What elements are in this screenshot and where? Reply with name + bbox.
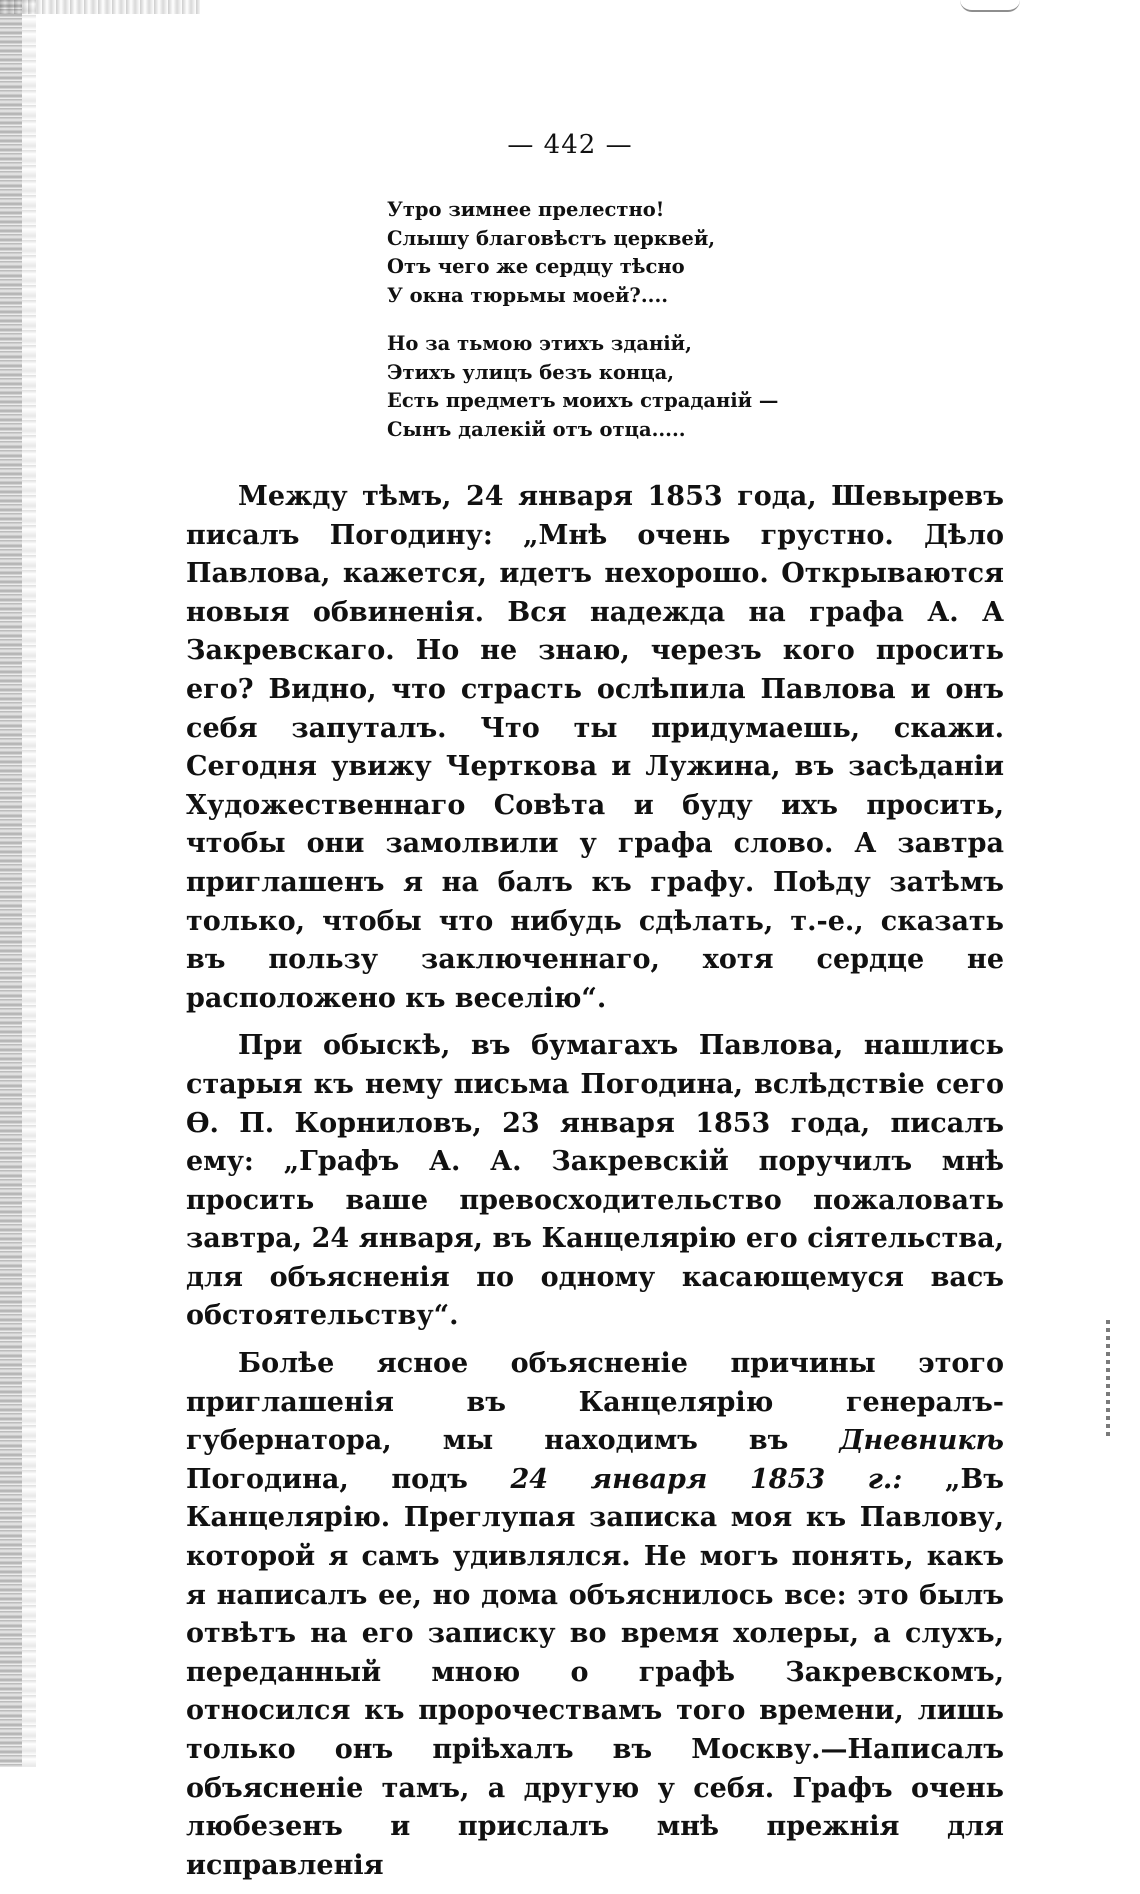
scan-corner-mark bbox=[960, 0, 1020, 12]
poem-line: Отъ чего же сердцу тѣсно bbox=[387, 255, 685, 278]
poem-line: У окна тюрьмы моей?.... bbox=[387, 283, 669, 307]
poem-stanza-2 bbox=[387, 330, 778, 444]
scan-binding-shadow bbox=[22, 0, 36, 1767]
paragraph-3 bbox=[186, 1345, 1004, 1885]
paragraph-3-text-a: Болѣе ясное объясненіе причины этого приглашенія въ Канцелярію генералъ-губернатора, мы находимъ въ bbox=[186, 1348, 1004, 1457]
body-text bbox=[186, 478, 1004, 1894]
poem-stanza-1 bbox=[387, 196, 778, 310]
diary-date-italic: 24 января 1853 г.: bbox=[510, 1463, 903, 1495]
poem-line: Есть предметъ моихъ страданій — bbox=[387, 389, 779, 412]
paragraph-3-text-b: Погодина, подъ bbox=[186, 1463, 511, 1495]
paragraph-1: Между тѣмъ, 24 января 1853 года, Шевыревъ писалъ Погодину: „Мнѣ очень грустно. Дѣло Павлова, кажется, идетъ нехорошо. Открываются новыя обвиненія. Вся надежда на графа А. А Закревскаго. Но не знаю, черезъ кого просить его? Видно, что страсть ослѣпила Павлова и онъ себя запуталъ. Что ты придумаешь, скажи. Сегодня увижу Черткова и Лужина, въ засѣданіи Художественнаго Совѣта и буду ихъ просить, чтобы они замолвили у графа слово. А завтра приглашенъ я на балъ къ графу. Поѣду затѣмъ только, чтобы что нибудь сдѣлать, т.-е., сказать въ пользу заключеннаго, хотя сердце не расположено къ веселію“. bbox=[186, 481, 1004, 1014]
poem-line: Утро зимнее прелестно! bbox=[387, 198, 665, 221]
poem-line: Этихъ улицъ безъ конца, bbox=[387, 360, 675, 384]
scan-margin-mark bbox=[1106, 1320, 1110, 1440]
diary-title-italic: Дневникѣ bbox=[839, 1425, 1004, 1457]
poem-line: Сынъ далекій отъ отца..... bbox=[387, 417, 686, 441]
paragraph-3-text-c: „Въ Канцелярію. Преглупая записка моя къ Павлову, которой я самъ удивлялся. Не могъ понять, какъ я написалъ ее, но дома объяснилось все: это былъ отвѣтъ на его записку во время холеры, а слухъ, переданный мною о графѣ Закревскомъ, относился къ пророчествамъ того времени, лишь только онъ пріѣхалъ въ Москву.—Написалъ объясненіе тамъ, а другую у себя. Графъ очень любезенъ и прислалъ мнѣ прежнія для исправленія bbox=[186, 1463, 1004, 1881]
scan-top-edge bbox=[0, 0, 200, 14]
paragraph-2: При обыскѣ, въ бумагахъ Павлова, нашлись старыя къ нему письма Погодина, вслѣдствіе сего Ѳ. П. Корниловъ, 23 января 1853 года, писалъ ему: „Графъ А. А. Закревскій поручилъ мнѣ просить ваше превосходительство пожаловать завтра, 24 января, въ Канцелярію его сіятельства, для объясненія по одному касающемуся васъ обстоятельству“. bbox=[186, 1030, 1004, 1332]
scan-binding-edge bbox=[0, 0, 22, 1767]
page-number: — 442 — bbox=[507, 130, 633, 160]
poem-line: Но за тьмою этихъ зданій, bbox=[387, 332, 692, 355]
poem-line: Слышу благовѣстъ церквей, bbox=[387, 226, 716, 250]
poem bbox=[387, 196, 778, 464]
